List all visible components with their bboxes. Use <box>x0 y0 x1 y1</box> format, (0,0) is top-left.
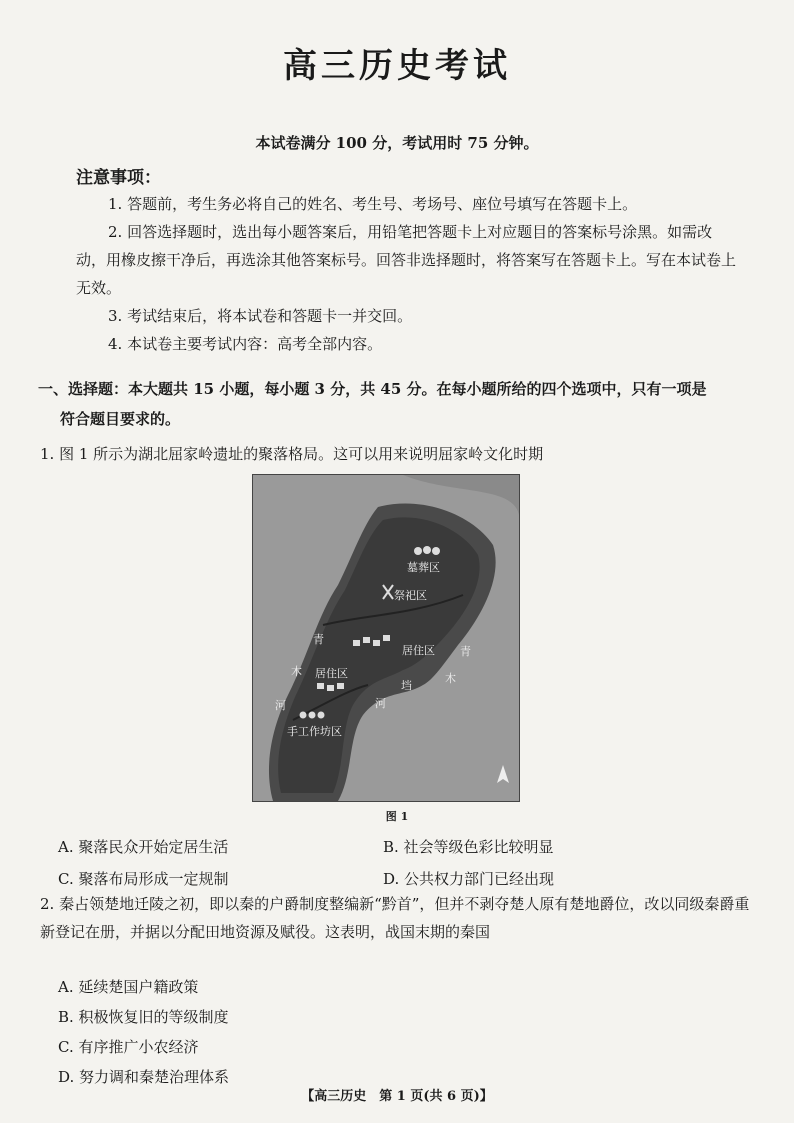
option-a: A. 聚落民众开始定居生活 <box>58 837 229 856</box>
page-footer: 【高三历史 第 1 页(共 6 页)】 <box>301 1089 493 1104</box>
note-item: 2. 回答选择题时，选出每小题答案后，用铅笔把答题卡上对应题目的答案标号涂黑。如需改动，用橡皮擦干净后，再选涂其他答案标号。回答非选择题时，将答案写在答题卡上。写在本试卷上无效。 <box>76 223 737 297</box>
question-2-stem: 2. 秦占领楚地迁陵之初，即以秦的户爵制度整编新“黔首”，但并不剥夺楚人原有楚地爵位，改以同级秦爵重新登记在册，并据以分配田地资源及赋役。这表明，战国末期的秦国 <box>40 895 750 941</box>
section-heading-line2: 符合题目要求的。 <box>60 410 181 428</box>
option-d: D. 公共权力部门已经出现 <box>383 869 555 888</box>
workshop-icon <box>300 712 325 719</box>
map-label-river: 河 <box>375 697 386 710</box>
note-item: 1. 答题前，考生务必将自己的姓名、考生号、考场号、座位号填写在答题卡上。 <box>108 195 638 213</box>
option-b: B. 社会等级色彩比较明显 <box>383 837 554 856</box>
section-heading <box>40 374 756 434</box>
question-1-stem: 1. 图 1 所示为湖北屈家岭遗址的聚落格局。这可以用来说明屈家岭文化时期 <box>40 445 544 463</box>
section-heading-line1: 一、选择题：本大题共 15 小题，每小题 3 分，共 45 分。在每小题所给的四个选项中，只有一项是 <box>38 380 707 398</box>
option-a: A. 延续楚国户籍政策 <box>58 978 199 996</box>
notes-list <box>76 190 736 358</box>
option-c: C. 聚落布局形成一定规制 <box>58 869 229 888</box>
settlement-map <box>253 475 519 801</box>
option-d: D. 努力调和秦楚治理体系 <box>58 1068 230 1086</box>
option-c: C. 有序推广小农经济 <box>58 1038 199 1056</box>
map-label-residential-right: 居住区 <box>402 644 435 657</box>
map-label-river: 木 <box>291 665 302 678</box>
note-item: 3. 考试结束后，将本试卷和答题卡一并交回。 <box>108 307 413 325</box>
map-label-workshop: 手工作坊区 <box>287 725 342 738</box>
map-label-cemetery: 墓葬区 <box>407 561 440 574</box>
settlement-map-figure <box>252 474 520 802</box>
map-label-residential-left: 居住区 <box>315 667 348 680</box>
map-label-river: 河 <box>275 699 286 712</box>
exam-title: 高三历史考试 <box>283 46 511 86</box>
figure-caption: 图 1 <box>385 810 409 823</box>
question-1-options <box>58 830 738 894</box>
note-item: 4. 本试卷主要考试内容：高考全部内容。 <box>108 335 383 353</box>
cemetery-icon <box>414 546 440 555</box>
map-label-river: 木 <box>445 672 456 685</box>
map-label-river: 垱 <box>401 679 412 692</box>
map-label-river: 青 <box>313 633 324 646</box>
option-b: B. 积极恢复旧的等级制度 <box>58 1008 229 1026</box>
map-label-river: 青 <box>460 645 471 658</box>
question-2-options <box>58 972 738 1092</box>
map-label-sacrifice: 祭祀区 <box>394 589 427 602</box>
notes-heading: 注意事项： <box>76 168 161 188</box>
exam-subtitle: 本试卷满分 100 分，考试用时 75 分钟。 <box>255 134 539 152</box>
